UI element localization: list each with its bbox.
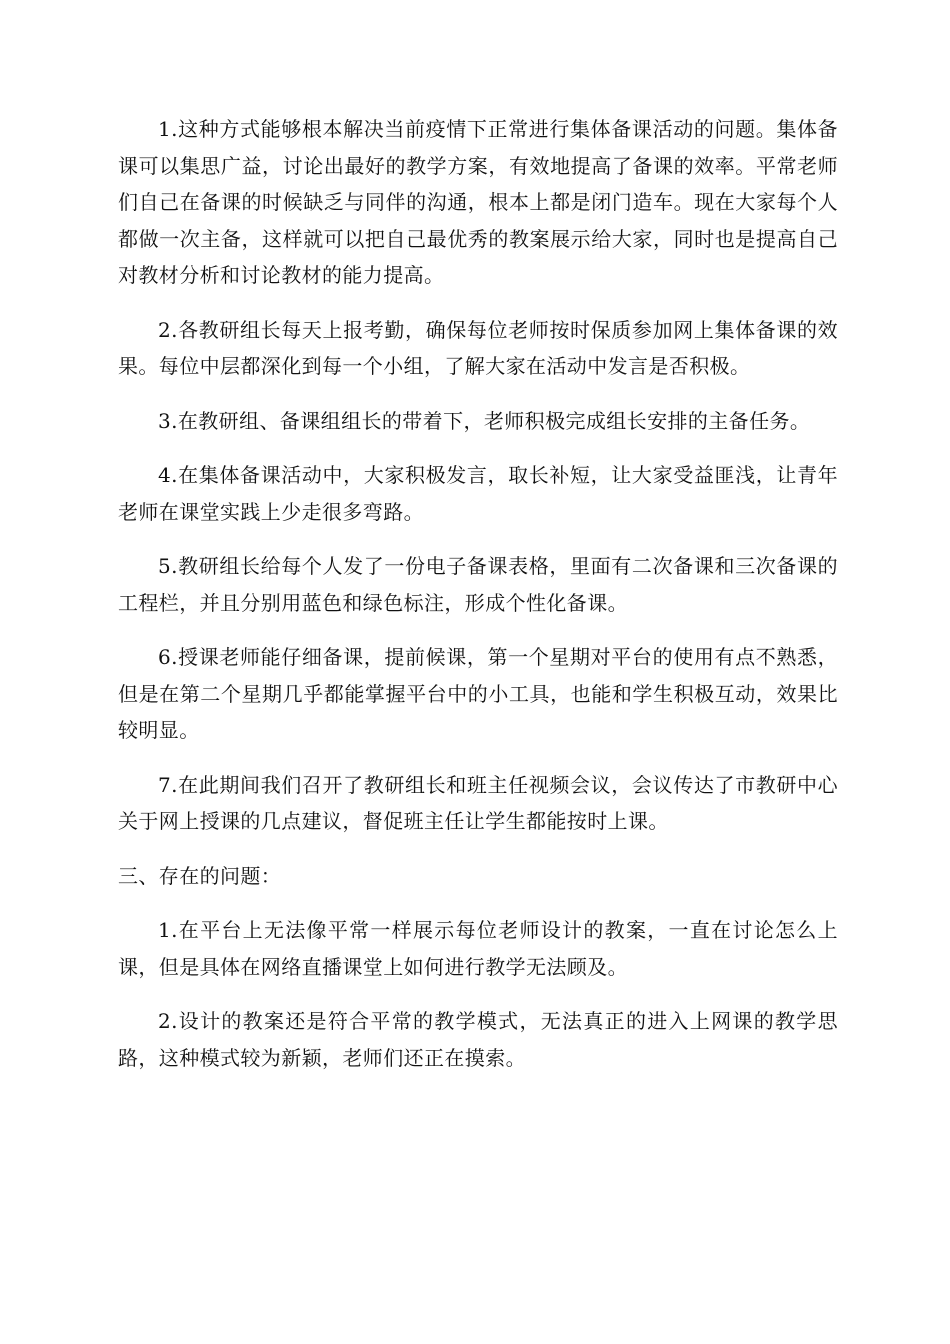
paragraph-2-1: 1.这种方式能够根本解决当前疫情下正常进行集体备课活动的问题。集体备课可以集思广益，讨论出最好的教学方案，有效地提高了备课的效率。平常老师们自己在备课的时候缺乏与同伴的沟通，根本上都是闭门造车。现在大家每个人都做一次主备，这样就可以把自己最优秀的教案展示给大家，同时也是提高自己对教材分析和讨论教材的能力提高。 xyxy=(118,117,838,287)
paragraph-2-3: 3.在教研组、备课组组长的带着下，老师积极完成组长安排的主备任务。 xyxy=(158,408,811,433)
paragraph-2-4: 4.在集体备课活动中，大家积极发言，取长补短，让大家受益匪浅，让青年老师在课堂实践上少走很多弯路。 xyxy=(118,463,838,524)
paragraph-2-7: 7.在此期间我们召开了教研组长和班主任视频会议，会议传达了市教研中心关于网上授课的几点建议，督促班主任让学生都能按时上课。 xyxy=(118,772,838,833)
paragraph-3-2: 2.设计的教案还是符合平常的教学模式，无法真正的进入上网课的教学思路，这种模式较为新颖，老师们还正在摸索。 xyxy=(118,1009,838,1070)
section-3-heading: 三、存在的问题： xyxy=(118,863,282,888)
paragraph-3-1: 1.在平台上无法像平常一样展示每位老师设计的教案，一直在讨论怎么上课，但是具体在网络直播课堂上如何进行教学无法顾及。 xyxy=(118,918,838,979)
document-body xyxy=(118,111,838,1094)
paragraph-2-6: 6.授课老师能仔细备课，提前候课，第一个星期对平台的使用有点不熟悉，但是在第二个星期几乎都能掌握平台中的小工具，也能和学生积极互动，效果比较明显。 xyxy=(118,645,838,742)
paragraph-2-2: 2.各教研组长每天上报考勤，确保每位老师按时保质参加网上集体备课的效果。每位中层都深化到每一个小组，了解大家在活动中发言是否积极。 xyxy=(118,317,838,378)
paragraph-2-5: 5.教研组长给每个人发了一份电子备课表格，里面有二次备课和三次备课的工程栏，并且分别用蓝色和绿色标注，形成个性化备课。 xyxy=(118,554,838,615)
